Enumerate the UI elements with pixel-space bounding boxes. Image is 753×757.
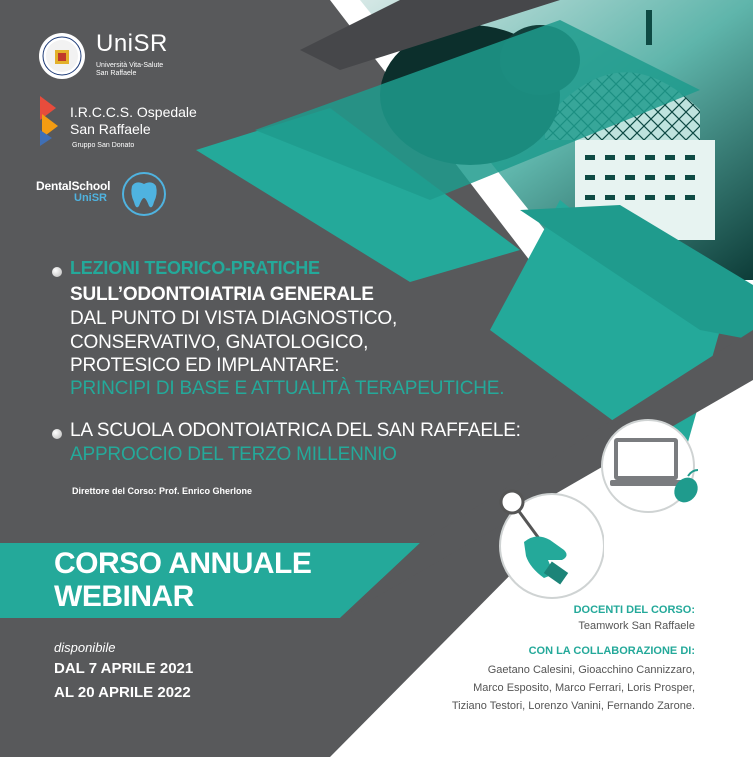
unisr-sub-line1: Università Vita-Salute	[96, 62, 164, 69]
availability-to: AL 20 APRILE 2022	[54, 684, 191, 701]
dental-school-name: DentalSchool	[36, 179, 111, 193]
unisr-name: UniSR	[96, 30, 168, 57]
collaboration-heading: CON LA COLLABORAZIONE DI:	[528, 645, 695, 657]
headline-line1: LEZIONI TEORICO-PRATICHE	[70, 258, 320, 278]
collaboration-list	[375, 661, 695, 715]
collaborator-line: Marco Esposito, Marco Ferrari, Loris Prosper,	[473, 682, 695, 694]
gloved-hand-icon	[494, 488, 604, 600]
ircss-name-line2: San Raffaele	[70, 121, 151, 137]
teachers-heading: DOCENTI DEL CORSO:	[573, 604, 695, 616]
photo-statue	[646, 10, 652, 45]
teachers-value: Teamwork San Raffaele	[578, 620, 695, 632]
laptop-icon	[596, 418, 706, 514]
collaborator-line: Tiziano Testori, Lorenzo Vanini, Fernando Zarone.	[451, 700, 695, 712]
headline-line3: DAL PUNTO DI VISTA DIAGNOSTICO,	[70, 308, 398, 329]
headline-line7: LA SCUOLA ODONTOIATRICA DEL SAN RAFFAELE:	[70, 420, 521, 441]
tooth-icon	[120, 172, 168, 216]
unisr-subtitle	[96, 62, 186, 78]
ircss-name-line1: I.R.C.C.S. Ospedale	[70, 104, 197, 120]
course-subtitle: WEBINAR	[54, 580, 194, 613]
ircss-group: Gruppo San Donato	[72, 142, 135, 149]
unisr-sub-line2: San Raffaele	[96, 70, 137, 77]
collaborator-line: Gaetano Calesini, Gioacchino Cannizzaro,	[487, 664, 695, 676]
dental-school-unisr: UniSR	[74, 192, 107, 204]
course-director: Direttore del Corso: Prof. Enrico Gherlone	[72, 486, 253, 496]
dental-mirror-icon	[501, 491, 523, 513]
headline-line4: CONSERVATIVO, GNATOLOGICO,	[70, 332, 369, 353]
bullet-icon	[52, 267, 62, 277]
headline-line2: SULL’ODONTOIATRIA GENERALE	[70, 284, 374, 305]
headline-line5: PROTESICO ED IMPLANTARE:	[70, 355, 340, 376]
course-title: CORSO ANNUALE	[54, 547, 312, 580]
headline-line8: APPROCCIO DEL TERZO MILLENNIO	[70, 444, 397, 465]
bullet-icon	[52, 429, 62, 439]
headline-line6: PRINCIPI DI BASE E ATTUALITÀ TERAPEUTICHE.	[70, 378, 505, 399]
availability-from: DAL 7 APRILE 2021	[54, 660, 194, 677]
availability-label: disponibile	[54, 640, 116, 655]
ircss-logo-icon	[36, 94, 62, 146]
seal-icon	[38, 32, 86, 80]
